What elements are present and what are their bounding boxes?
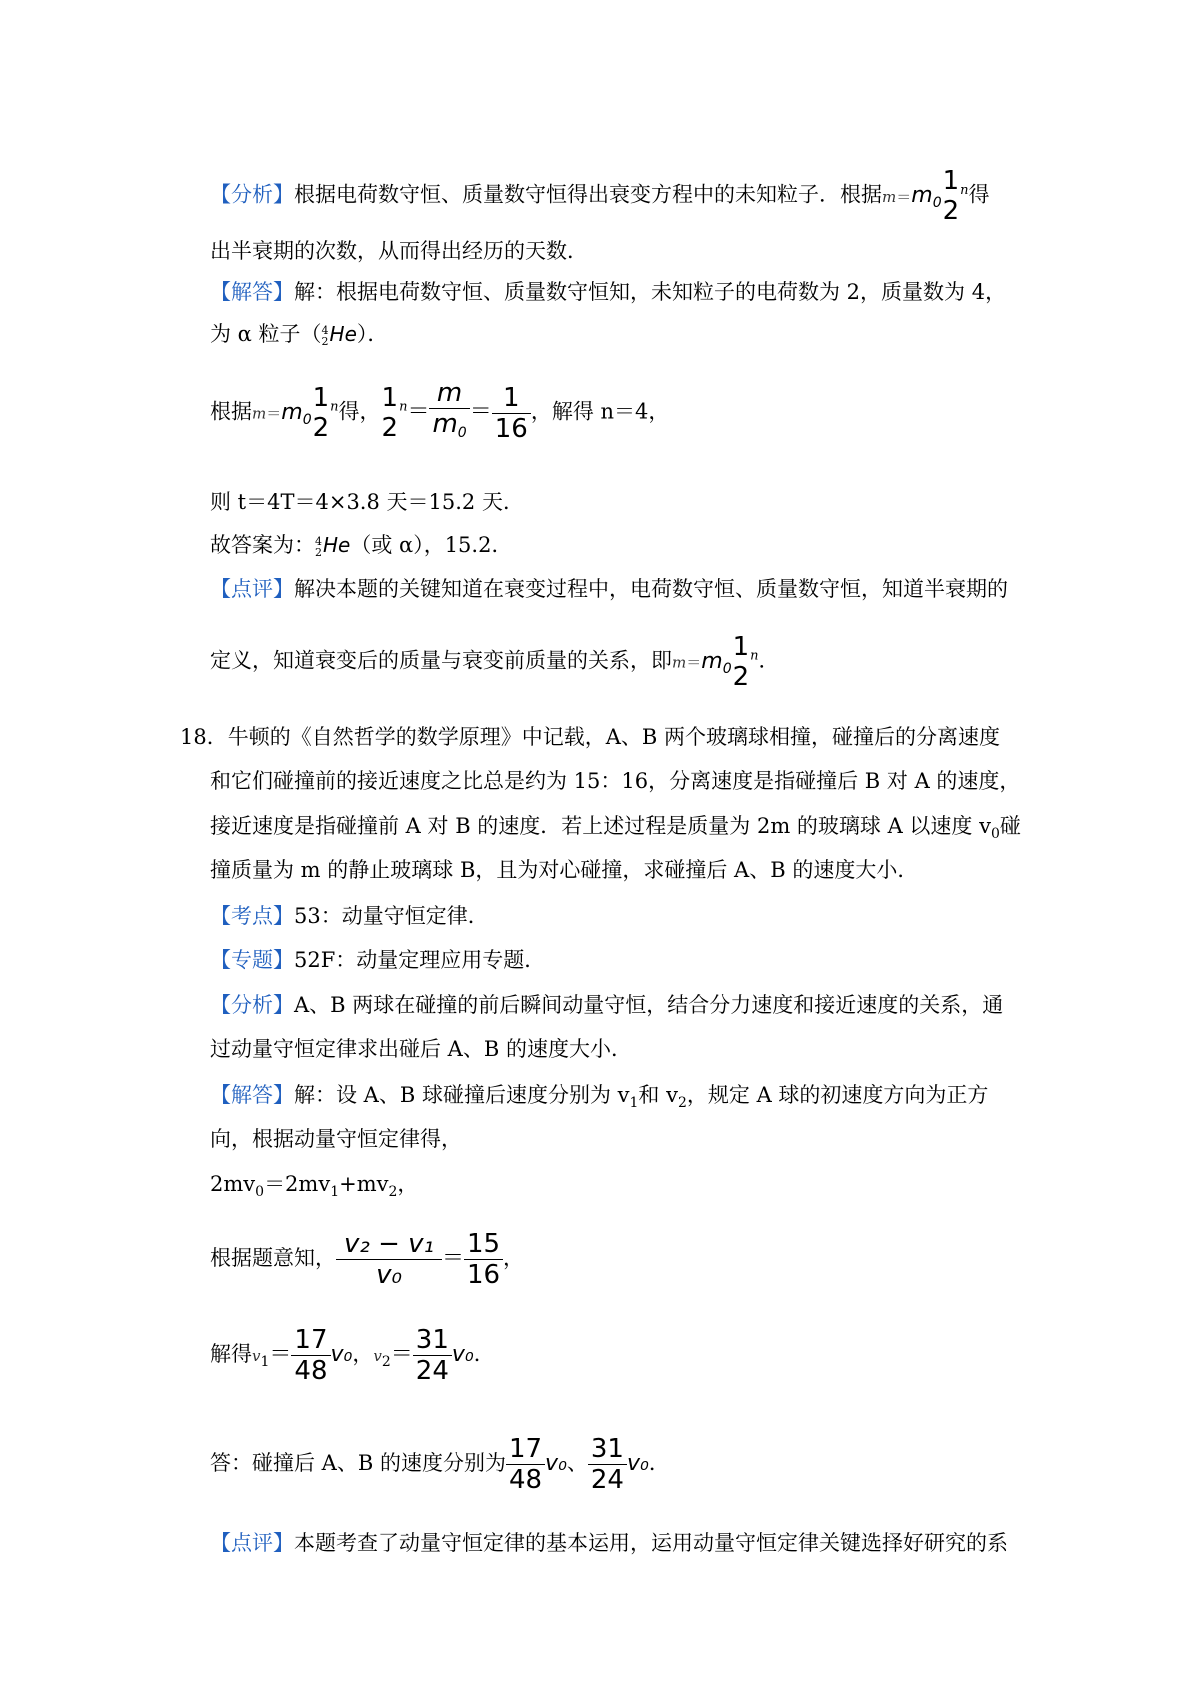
p18-kaodian-line: 【考点】53：动量守恒定律． bbox=[210, 904, 489, 928]
velocity-ratio: $\frac{\text{v₂ − v₁}}{\text{v₀}}$ bbox=[336, 1229, 442, 1290]
p18-question-line-4: 撞质量为 m 的静止玻璃球 B，且为对心碰撞，求碰撞后 A、B 的速度大小． bbox=[210, 858, 919, 882]
kaodian-tag: 【考点】 bbox=[210, 904, 294, 928]
p18-final-answer-line: 答：碰撞后 A、B 的速度分别为 $\frac{17}{48}$ v₀、 $\frac{31}{24}$ v₀． bbox=[210, 1434, 670, 1495]
p18-answer-line-1: 【解答】解：设 A、B 球碰撞后速度分别为 $v_1$和 $v_2$，规定 A 球的初速度方向为正方 bbox=[210, 1083, 989, 1111]
p17-answer-line-4: 则 t＝4T＝4×3.8 天＝15.2 天． bbox=[210, 490, 524, 514]
p17-answer-line-3: 根据$m=m_0$ 1 2 $^n$得， 1 2 $^n$＝ $\frac{m}{m_0}$ ＝ $\frac{1}{16}$ ，解得 n＝4， bbox=[210, 378, 669, 448]
helium-symbol: 4 2 He bbox=[321, 322, 357, 348]
p18-comment-line: 【点评】本题考查了动量守恒定律的基本运用，运用动量守恒定律关键选择好研究的系 bbox=[210, 1531, 1008, 1555]
question-number: 18． bbox=[180, 725, 228, 749]
p17-analysis-line-2: 出半衰期的次数，从而得出经历的天数． bbox=[210, 239, 588, 263]
analysis-text: 根据电荷数守恒、质量数守恒得出衰变方程中的未知粒子．根据 bbox=[294, 182, 882, 207]
zhuanti-tag: 【专题】 bbox=[210, 948, 294, 972]
p18-question-line-3: 接近速度是指碰撞前 A 对 B 的速度．若上述过程是质量为 2m 的玻璃球 A 以速度 $v_0$碰 bbox=[210, 814, 1021, 842]
answer-tag: 【解答】 bbox=[210, 280, 294, 304]
p18-momentum-equation: $2mv_0=2mv_1+mv_2$， bbox=[210, 1172, 419, 1200]
helium-symbol: 4 2 He bbox=[315, 533, 351, 559]
p17-analysis-line-1: 【分析】根据电荷数守恒、质量数守恒得出衰变方程中的未知粒子．根据$m=m_0$ 1 2 $^n$得 bbox=[210, 166, 990, 226]
p18-solve-line: 解得$v_1=$ $\frac{17}{48}$ v₀，$v_2=$ $\frac{31}{24}$ v₀． bbox=[210, 1325, 495, 1386]
p17-comment-line-2: 定义，知道衰变后的质量与衰变前质量的关系，即$m=m_0$ 1 2 $^n$． bbox=[210, 632, 780, 692]
p18-analysis-line-1: 【分析】A、B 两球在碰撞的前后瞬间动量守恒，结合分力速度和接近速度的关系，通 bbox=[210, 993, 1004, 1017]
p17-answer-line-2: 为 α 粒子（ 4 2 He）． bbox=[210, 322, 389, 348]
p18-ratio-line: 根据题意知， $\frac{\text{v₂ − v₁}}{\text{v₀}}$ ＝ $\frac{15}{16}$ ， bbox=[210, 1229, 525, 1290]
p18-question-line-2: 和它们碰撞前的接近速度之比总是约为 15：16，分离速度是指碰撞后 B 对 A 的速度， bbox=[210, 769, 1021, 793]
analysis-tag: 【分析】 bbox=[210, 182, 294, 207]
comment-tag: 【点评】 bbox=[210, 577, 294, 601]
comment-tag: 【点评】 bbox=[210, 1531, 294, 1555]
analysis-tag: 【分析】 bbox=[210, 993, 294, 1017]
answer-tag: 【解答】 bbox=[210, 1083, 294, 1107]
p18-analysis-line-2: 过动量守恒定律求出碰后 A、B 的速度大小． bbox=[210, 1037, 632, 1061]
p18-answer-line-2: 向，根据动量守恒定律得， bbox=[210, 1127, 462, 1151]
p17-answer-line-5: 故答案为： 4 2 He（或 α），15.2． bbox=[210, 533, 513, 559]
p17-answer-line-1: 【解答】解：根据电荷数守恒、质量数守恒知，未知粒子的电荷数为 2，质量数为 4， bbox=[210, 280, 1007, 304]
decay-formula: $m=m_0$ 1 2 $^n$ bbox=[882, 166, 969, 226]
p18-zhuanti-line: 【专题】52F：动量定理应用专题． bbox=[210, 948, 546, 972]
p17-comment-line-1: 【点评】解决本题的关键知道在衰变过程中，电荷数守恒、质量数守恒，知道半衰期的 bbox=[210, 577, 1008, 601]
p18-question-line-1: 18．牛顿的《自然哲学的数学原理》中记载，A、B 两个玻璃球相撞，碰撞后的分离速度 bbox=[180, 725, 1001, 749]
